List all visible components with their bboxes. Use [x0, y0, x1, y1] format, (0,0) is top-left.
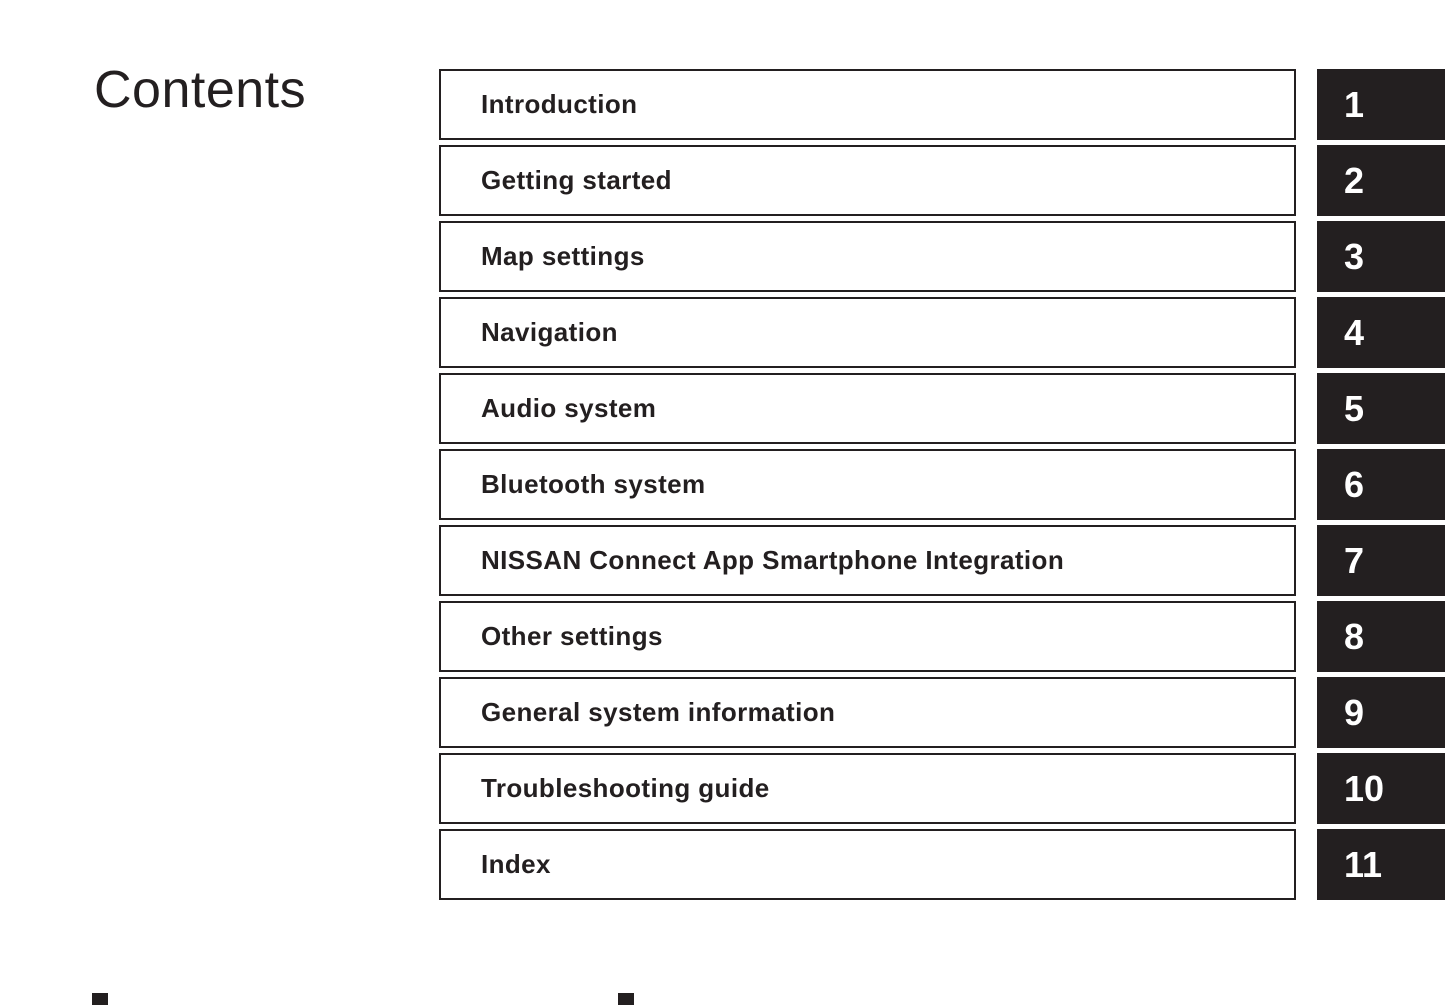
chapter-number: 5: [1344, 387, 1365, 429]
toc-row-5: [439, 373, 1445, 444]
toc-entry-other-settings[interactable]: [439, 601, 1296, 672]
chapter-number: 1: [1344, 83, 1365, 125]
chapter-number: 2: [1344, 159, 1365, 201]
chapter-number: 8: [1344, 615, 1365, 657]
toc-row-3: [439, 221, 1445, 292]
toc-entry-label: Map settings: [481, 241, 645, 271]
toc-entry-map-settings[interactable]: [439, 221, 1296, 292]
table-of-contents: [439, 69, 1445, 905]
toc-entry-label: Other settings: [481, 621, 663, 651]
chapter-number: 4: [1344, 311, 1365, 353]
toc-row-1: [439, 69, 1445, 140]
chapter-tab-8[interactable]: [1317, 601, 1445, 672]
toc-entry-label: General system information: [481, 697, 836, 727]
cropped-glyph-fragment: [92, 993, 108, 1005]
toc-row-6: [439, 449, 1445, 520]
chapter-number: 11: [1344, 843, 1383, 885]
toc-entry-audio-system[interactable]: [439, 373, 1296, 444]
chapter-tab-1[interactable]: [1317, 69, 1445, 140]
chapter-tab-3[interactable]: [1317, 221, 1445, 292]
chapter-tab-9[interactable]: [1317, 677, 1445, 748]
chapter-number: 10: [1344, 767, 1385, 809]
toc-row-9: [439, 677, 1445, 748]
toc-entry-label: Getting started: [481, 165, 672, 195]
toc-row-8: [439, 601, 1445, 672]
chapter-number: 3: [1344, 235, 1365, 277]
toc-entry-label: Audio system: [481, 393, 657, 423]
toc-entry-index[interactable]: [439, 829, 1296, 900]
toc-entry-general-system-information[interactable]: [439, 677, 1296, 748]
toc-entry-bluetooth-system[interactable]: [439, 449, 1296, 520]
chapter-tab-11[interactable]: [1317, 829, 1445, 900]
toc-entry-introduction[interactable]: [439, 69, 1296, 140]
cropped-glyph-fragment: [618, 993, 634, 1005]
toc-entry-label: NISSAN Connect App Smartphone Integration: [481, 545, 1065, 575]
chapter-number: 6: [1344, 463, 1365, 505]
toc-entry-label: Bluetooth system: [481, 469, 706, 499]
chapter-tab-6[interactable]: [1317, 449, 1445, 520]
toc-row-2: [439, 145, 1445, 216]
toc-entry-getting-started[interactable]: [439, 145, 1296, 216]
page-title: Contents: [94, 61, 307, 119]
chapter-tab-4[interactable]: [1317, 297, 1445, 368]
chapter-tab-2[interactable]: [1317, 145, 1445, 216]
toc-row-11: [439, 829, 1445, 900]
toc-entry-label: Navigation: [481, 317, 618, 347]
chapter-tab-5[interactable]: [1317, 373, 1445, 444]
toc-entry-troubleshooting-guide[interactable]: [439, 753, 1296, 824]
toc-entry-label: Index: [481, 849, 551, 879]
toc-row-4: [439, 297, 1445, 368]
toc-entry-label: Troubleshooting guide: [481, 773, 770, 803]
chapter-tab-7[interactable]: [1317, 525, 1445, 596]
toc-entry-label: Introduction: [481, 89, 638, 119]
toc-entry-navigation[interactable]: [439, 297, 1296, 368]
chapter-number: 9: [1344, 691, 1365, 733]
chapter-number: 7: [1344, 539, 1365, 581]
toc-entry-nissan-connect-app[interactable]: [439, 525, 1296, 596]
toc-row-10: [439, 753, 1445, 824]
toc-row-7: [439, 525, 1445, 596]
chapter-tab-10[interactable]: [1317, 753, 1445, 824]
